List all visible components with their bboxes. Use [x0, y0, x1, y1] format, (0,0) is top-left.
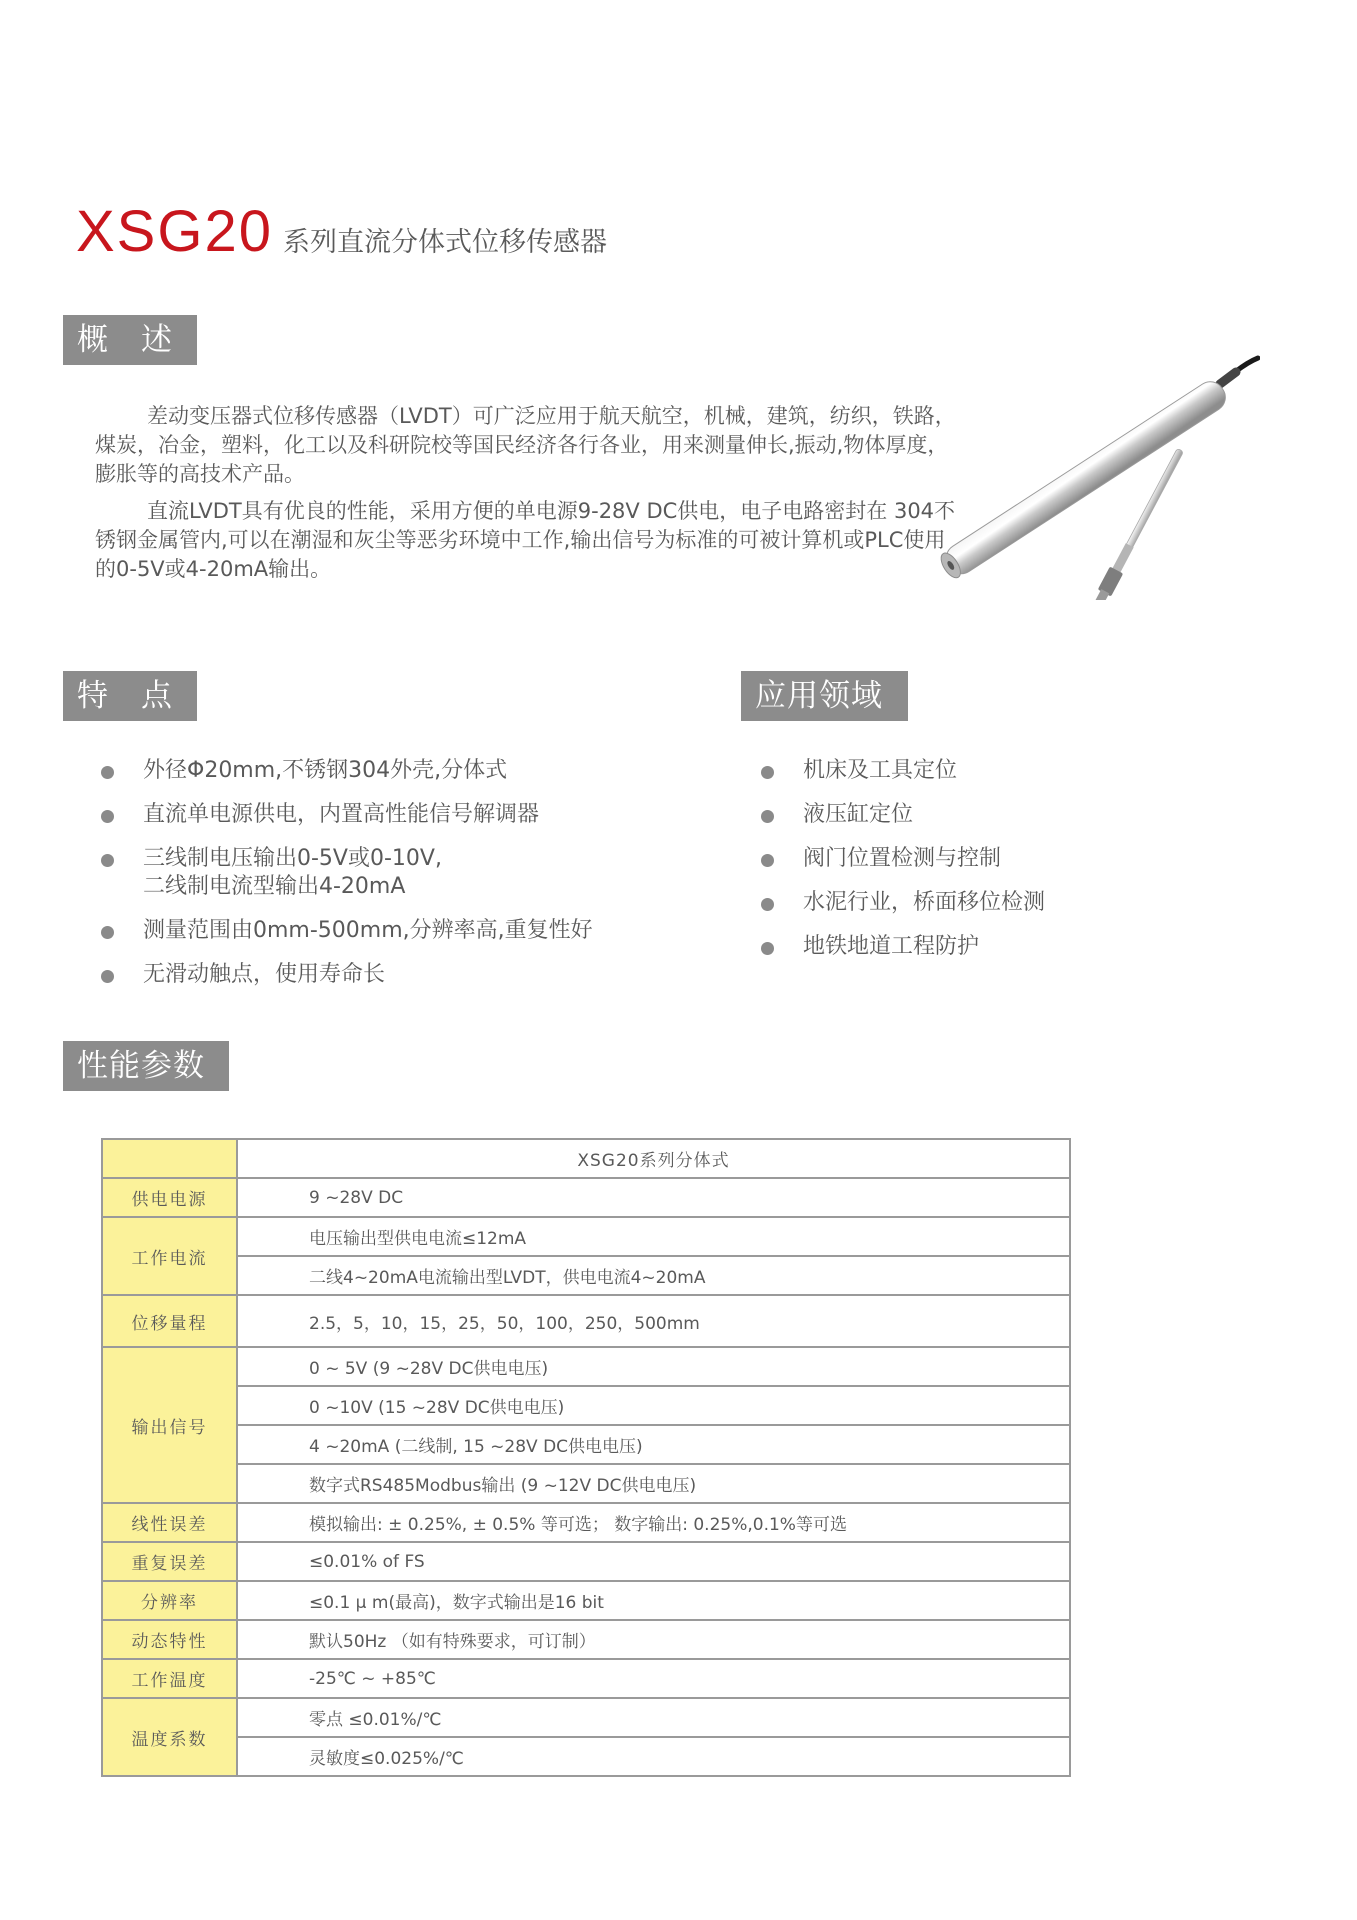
feature-text: 直流单电源供电，内置高性能信号解调器 — [143, 802, 540, 827]
table-row — [102, 1542, 1070, 1581]
bullet-dot-icon — [101, 970, 114, 983]
application-text: 机床及工具定位 — [803, 758, 958, 783]
feature-text: 外径Φ20mm,不锈钢304外壳,分体式 — [143, 758, 508, 783]
features-heading: 特 点 — [63, 671, 197, 721]
application-item — [761, 933, 1045, 961]
bullet-dot-icon — [101, 810, 114, 823]
table-header: XSG20系列分体式 — [237, 1139, 1070, 1178]
param-value: 4 ~20mA (二线制, 15 ~28V DC供电电压) — [237, 1425, 1070, 1464]
table-row — [102, 1620, 1070, 1659]
param-value: 灵敏度≤0.025%/℃ — [237, 1737, 1070, 1776]
features-list — [101, 757, 593, 1005]
feature-text: 无滑动触点，使用寿命长 — [143, 962, 386, 987]
feature-item — [101, 757, 593, 785]
product-image — [930, 350, 1260, 600]
param-value: 零点 ≤0.01%/℃ — [237, 1698, 1070, 1737]
feature-item — [101, 917, 593, 945]
overview-text — [95, 402, 965, 592]
table-row — [102, 1425, 1070, 1464]
overview-paragraph-1: 差动变压器式位移传感器（LVDT）可广泛应用于航天航空，机械，建筑，纺织，铁路，煤炭，冶金，塑料，化工以及科研院校等国民经济各行各业，用来测量伸长,振动,物体厚度，膨胀等的高技术产品。 — [95, 404, 956, 486]
application-text: 地铁地道工程防护 — [803, 934, 980, 959]
param-value: 模拟输出: ± 0.25%, ± 0.5% 等可选； 数字输出: 0.25%,0.1%等可选 — [237, 1503, 1070, 1542]
param-value: 9 ~28V DC — [237, 1178, 1070, 1217]
param-label: 工作电流 — [102, 1217, 237, 1295]
param-value: 0 ~ 5V (9 ~28V DC供电电压) — [237, 1347, 1070, 1386]
bullet-dot-icon — [761, 898, 774, 911]
param-label: 温度系数 — [102, 1698, 237, 1776]
feature-text: 二线制电流型输出4-20mA — [143, 874, 406, 899]
table-row — [102, 1386, 1070, 1425]
bullet-dot-icon — [101, 854, 114, 867]
table-row — [102, 1581, 1070, 1620]
param-label: 供电电源 — [102, 1178, 237, 1217]
table-row — [102, 1737, 1070, 1776]
page-title — [76, 198, 607, 265]
table-row — [102, 1659, 1070, 1698]
param-value: 2.5，5，10，15，25，50，100，250，500mm — [237, 1295, 1070, 1347]
feature-item — [101, 801, 593, 829]
bullet-dot-icon — [761, 766, 774, 779]
bullet-dot-icon — [101, 926, 114, 939]
performance-heading: 性能参数 — [63, 1041, 229, 1091]
application-text: 阀门位置检测与控制 — [803, 846, 1002, 871]
table-row — [102, 1698, 1070, 1737]
application-text: 水泥行业，桥面移位检测 — [803, 890, 1046, 915]
application-item — [761, 889, 1045, 917]
title-subtitle: 系列直流分体式位移传感器 — [283, 227, 607, 258]
param-value: 二线4~20mA电流输出型LVDT，供电电流4~20mA — [237, 1256, 1070, 1295]
feature-item — [101, 961, 593, 989]
param-label: 动态特性 — [102, 1620, 237, 1659]
param-label: 线性误差 — [102, 1503, 237, 1542]
feature-text: 三线制电压输出0-5V或0-10V, — [143, 846, 442, 871]
table-row — [102, 1178, 1070, 1217]
param-label: 位移量程 — [102, 1295, 237, 1347]
overview-heading: 概 述 — [63, 315, 197, 365]
application-item — [761, 801, 1045, 829]
param-value: 0 ~10V (15 ~28V DC供电电压) — [237, 1386, 1070, 1425]
param-label: 输出信号 — [102, 1347, 237, 1503]
overview-paragraph-2: 直流LVDT具有优良的性能，采用方便的单电源9-28V DC供电，电子电路密封在 304不锈钢金属管内,可以在潮湿和灰尘等恶劣环境中工作,输出信号为标准的可被计算机或PLC使用的0-5V或4-20mA输出。 — [95, 499, 956, 581]
table-row — [102, 1503, 1070, 1542]
param-label: 分辨率 — [102, 1581, 237, 1620]
table-row — [102, 1256, 1070, 1295]
table-row — [102, 1217, 1070, 1256]
application-item — [761, 845, 1045, 873]
table-row — [102, 1464, 1070, 1503]
param-value: -25℃ ~ +85℃ — [237, 1659, 1070, 1698]
param-label: 重复误差 — [102, 1542, 237, 1581]
title-model: XSG20 — [76, 199, 273, 264]
param-value: ≤0.1 μ m(最高)，数字式输出是16 bit — [237, 1581, 1070, 1620]
spec-table — [101, 1138, 1071, 1777]
feature-item — [101, 845, 593, 901]
application-text: 液压缸定位 — [803, 802, 914, 827]
bullet-dot-icon — [761, 942, 774, 955]
application-item — [761, 757, 1045, 785]
table-header-row — [102, 1139, 1070, 1178]
param-value: 电压输出型供电电流≤12mA — [237, 1217, 1070, 1256]
table-row — [102, 1347, 1070, 1386]
param-value: ≤0.01% of FS — [237, 1542, 1070, 1581]
applications-heading: 应用领域 — [741, 671, 908, 721]
bullet-dot-icon — [761, 810, 774, 823]
bullet-dot-icon — [761, 854, 774, 867]
table-row — [102, 1295, 1070, 1347]
param-label: 工作温度 — [102, 1659, 237, 1698]
applications-list — [761, 757, 1045, 977]
param-value: 数字式RS485Modbus输出 (9 ~12V DC供电电压) — [237, 1464, 1070, 1503]
param-value: 默认50Hz （如有特殊要求，可订制） — [237, 1620, 1070, 1659]
feature-text: 测量范围由0mm-500mm,分辨率高,重复性好 — [143, 918, 593, 943]
table-corner-cell — [102, 1139, 237, 1178]
bullet-dot-icon — [101, 766, 114, 779]
